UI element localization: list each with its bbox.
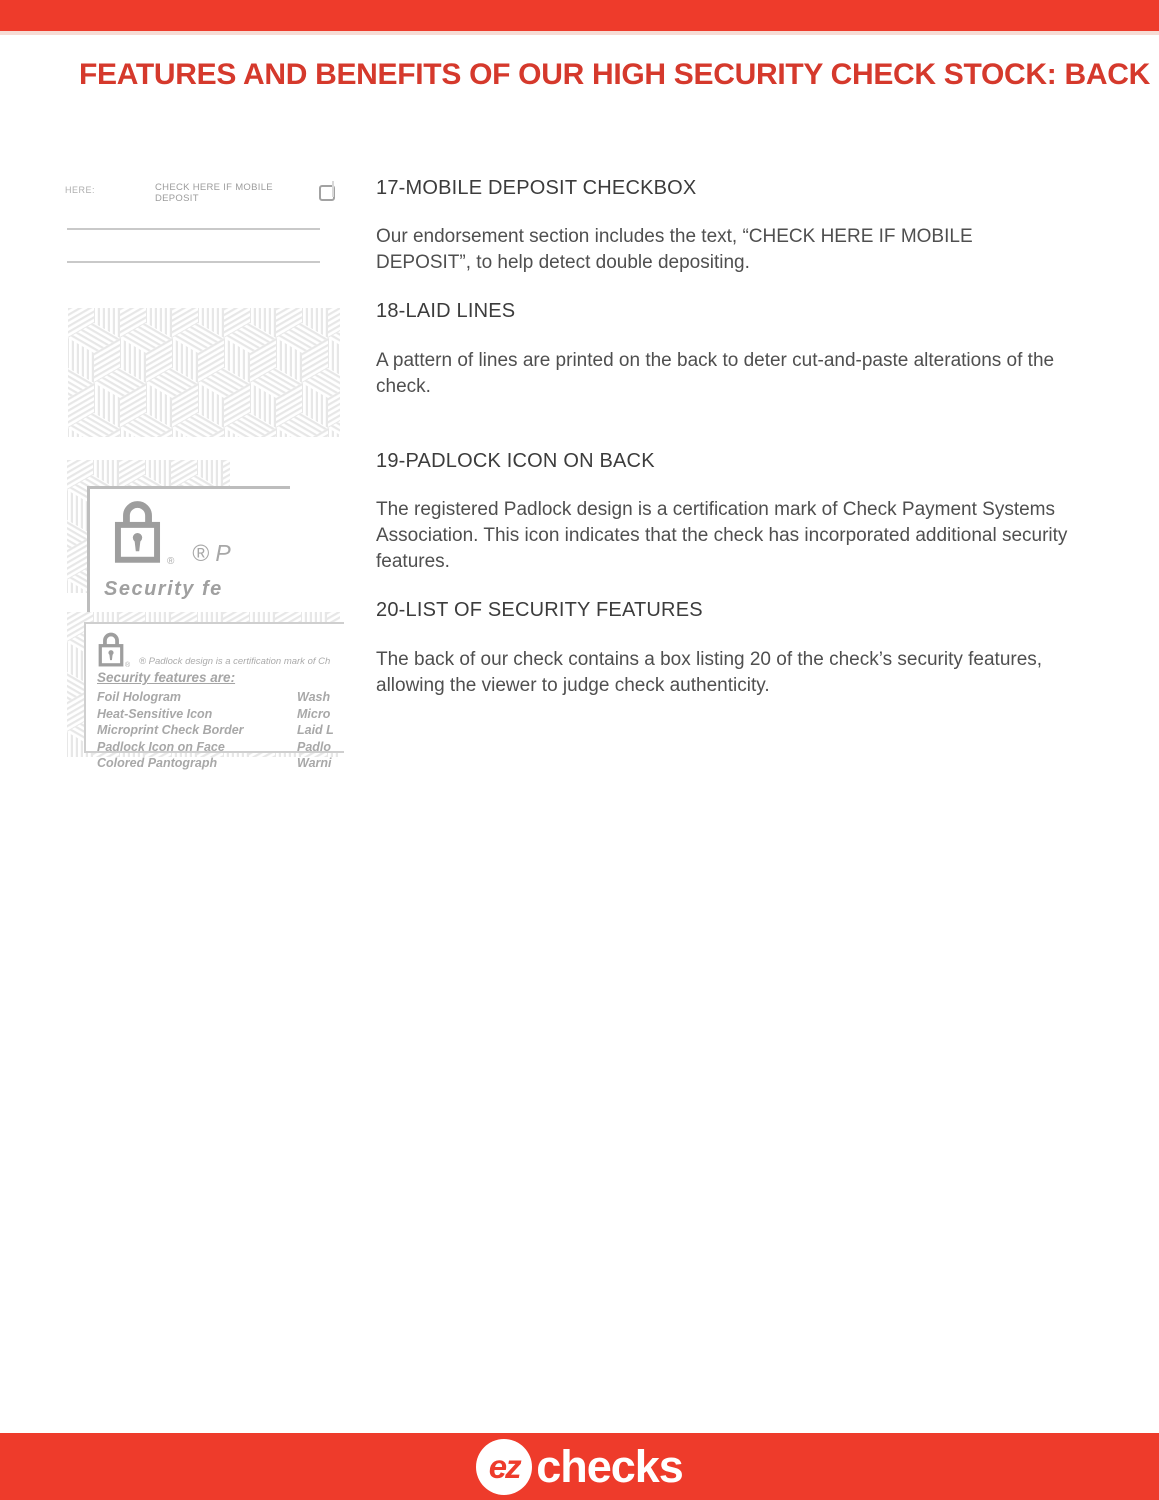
list-item: Heat-Sensitive Icon xyxy=(97,706,213,721)
security-features-list-left xyxy=(97,689,244,772)
signature-line xyxy=(67,228,320,230)
ez-logo-icon: ez xyxy=(476,1439,532,1495)
list-item: Wash xyxy=(297,690,331,704)
endorse-here-label: HERE: xyxy=(65,185,96,195)
laid-lines-pattern-image xyxy=(68,308,340,437)
security-features-title: Security features are: xyxy=(97,670,236,685)
signature-line xyxy=(67,261,320,263)
top-brand-bar xyxy=(0,0,1159,35)
mobile-deposit-row xyxy=(155,182,335,204)
section-body-17: Our endorsement section includes the text, “CHECK HERE IF MOBILE DEPOSIT”, to help detect double depositing. xyxy=(376,226,973,273)
divider-tick xyxy=(332,181,334,197)
page-title: FEATURES AND BENEFITS OF OUR HIGH SECURITY CHECK STOCK: BACK xyxy=(79,58,1150,91)
section-heading-20: 20-LIST OF SECURITY FEATURES xyxy=(376,599,703,621)
partial-certification-text: ® P xyxy=(192,540,231,566)
list-item: Foil Hologram xyxy=(97,690,182,704)
logo-wordmark: checks xyxy=(536,1440,683,1492)
list-item: Padlo xyxy=(297,739,332,754)
security-features-list-right xyxy=(297,689,334,772)
registered-mark: ® xyxy=(167,556,175,567)
mobile-deposit-label: CHECK HERE IF MOBILE DEPOSIT xyxy=(155,182,273,204)
partial-security-caption: Security fe xyxy=(104,578,223,600)
security-features-box-image xyxy=(67,612,340,770)
check-endorsement-image xyxy=(65,178,335,270)
laid-lines-pattern xyxy=(68,308,340,437)
list-item: Micro xyxy=(297,706,331,721)
section-body-20: The back of our check contains a box listing 20 of the check’s security features, allowing the viewer to judge check authenticity. xyxy=(376,649,1043,696)
padlock-zoom-image xyxy=(67,460,231,600)
section-body-18: A pattern of lines are printed on the back to deter cut-and-paste alterations of the check. xyxy=(376,350,1055,397)
section-heading-17: 17-MOBILE DEPOSIT CHECKBOX xyxy=(376,177,697,199)
list-item: Microprint Check Border xyxy=(97,723,244,737)
section-body-19: The registered Padlock design is a certification mark of Check Payment Systems Association. This icon indicates that the check has incorporated additional security features. xyxy=(376,499,1068,572)
section-heading-19: 19-PADLOCK ICON ON BACK xyxy=(376,450,655,472)
list-item: Warni xyxy=(297,756,332,770)
ezchecks-logo xyxy=(476,1439,683,1495)
padlock-icon xyxy=(97,630,125,667)
list-item: Laid L xyxy=(297,723,334,737)
certification-mark-text: ® Padlock design is a certification mark of Ch xyxy=(139,656,331,667)
list-item: Padlock Icon on Face xyxy=(97,739,225,754)
padlock-icon xyxy=(112,496,163,564)
footer-brand-bar xyxy=(0,1433,1159,1500)
list-item: Colored Pantograph xyxy=(97,756,218,770)
registered-mark: ® xyxy=(125,662,131,669)
section-heading-18: 18-LAID LINES xyxy=(376,300,516,322)
